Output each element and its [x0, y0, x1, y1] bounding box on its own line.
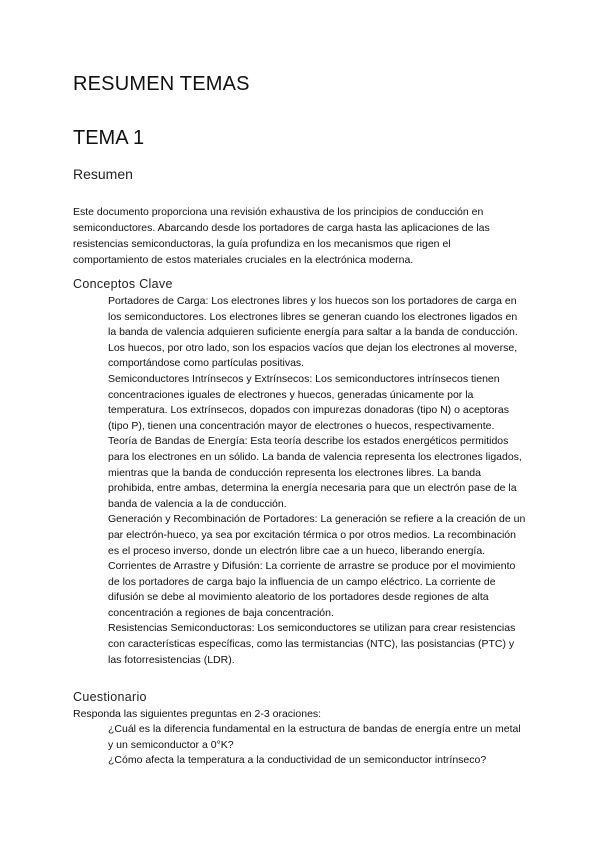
quiz-questions-list	[108, 722, 528, 769]
concept-item: Teoría de Bandas de Energía: Esta teoría describe los estados energéticos permitidos para los electrones en un sólido. La banda de valencia representa los electrones ligados, mientras que la banda de conducción representa los electrones libres. La banda prohibida, entre ambas, determina la energía necesaria para que un electrón pase de la banda de valencia a la de conducción.	[108, 435, 522, 510]
concept-item: Semiconductores Intrínsecos y Extrínsecos: Los semiconductores intrínsecos tienen concentraciones iguales de electrones y huecos, generadas únicamente por la temperatura. Los extrínsecos, dopados con impurezas donadoras (tipo N) o aceptoras (tipo P), tienen una concentración mayor de electrones o huecos, respectivamente.	[108, 372, 509, 432]
quiz-heading: Cuestionario	[73, 690, 147, 704]
concepts-heading: Conceptos Clave	[73, 277, 173, 291]
quiz-question: ¿Cuál es la diferencia fundamental en la estructura de bandas de energía entre un metal y un semiconductor a 0°K?	[108, 723, 521, 751]
concepts-list	[108, 294, 528, 668]
concept-item: Corrientes de Arrastre y Difusión: La corriente de arrastre se produce por el movimiento de los portadores de carga bajo la influencia de un campo eléctrico. La corriente de difusión se debe al movimiento aleatorio de los portadores desde regiones de alta concentración a regiones de baja concentración.	[108, 560, 516, 619]
summary-heading: Resumen	[73, 166, 133, 182]
concept-item: Generación y Recombinación de Portadores: La generación se refiere a la creación de un par electrón-hueco, ya sea por excitación térmica o por otros medios. La recombinación es el proceso inverso, donde un electrón libre cae a un hueco, liberando energía.	[108, 513, 526, 557]
summary-text: Este documento proporciona una revisión exhaustiva de los principios de conducción en semiconductores. Abarcando desde los portadores de carga hasta las aplicaciones de las resistencias semiconductoras, la guía profundiza en los mecanismos que rigen el comportamiento de estos materiales cruciales en la electrónica moderna.	[73, 206, 490, 266]
topic-title: TEMA 1	[73, 127, 145, 149]
concept-item: Resistencias Semiconductoras: Los semiconductores se utilizan para crear resistencias con características específicas, como las termistancias (NTC), las posistancias (PTC) y las fotorresistencias (LDR).	[108, 622, 516, 666]
quiz-instruction: Responda las siguientes preguntas en 2-3 oraciones:	[73, 708, 322, 720]
concept-item: Portadores de Carga: Los electrones libres y los huecos son los portadores de carga en los semiconductores. Los electrones libres se generan cuando los electrones ligados en la banda de valencia adquieren suficiente energía para saltar a la banda de conducción. Los huecos, por otro lado, son los espacios vacíos que dejan los electrones al moverse, comportándose como partículas positivas.	[108, 295, 518, 370]
quiz-question: ¿Cómo afecta la temperatura a la conductividad de un semiconductor intrínseco?	[108, 754, 487, 767]
document-title: RESUMEN TEMAS	[73, 73, 250, 95]
